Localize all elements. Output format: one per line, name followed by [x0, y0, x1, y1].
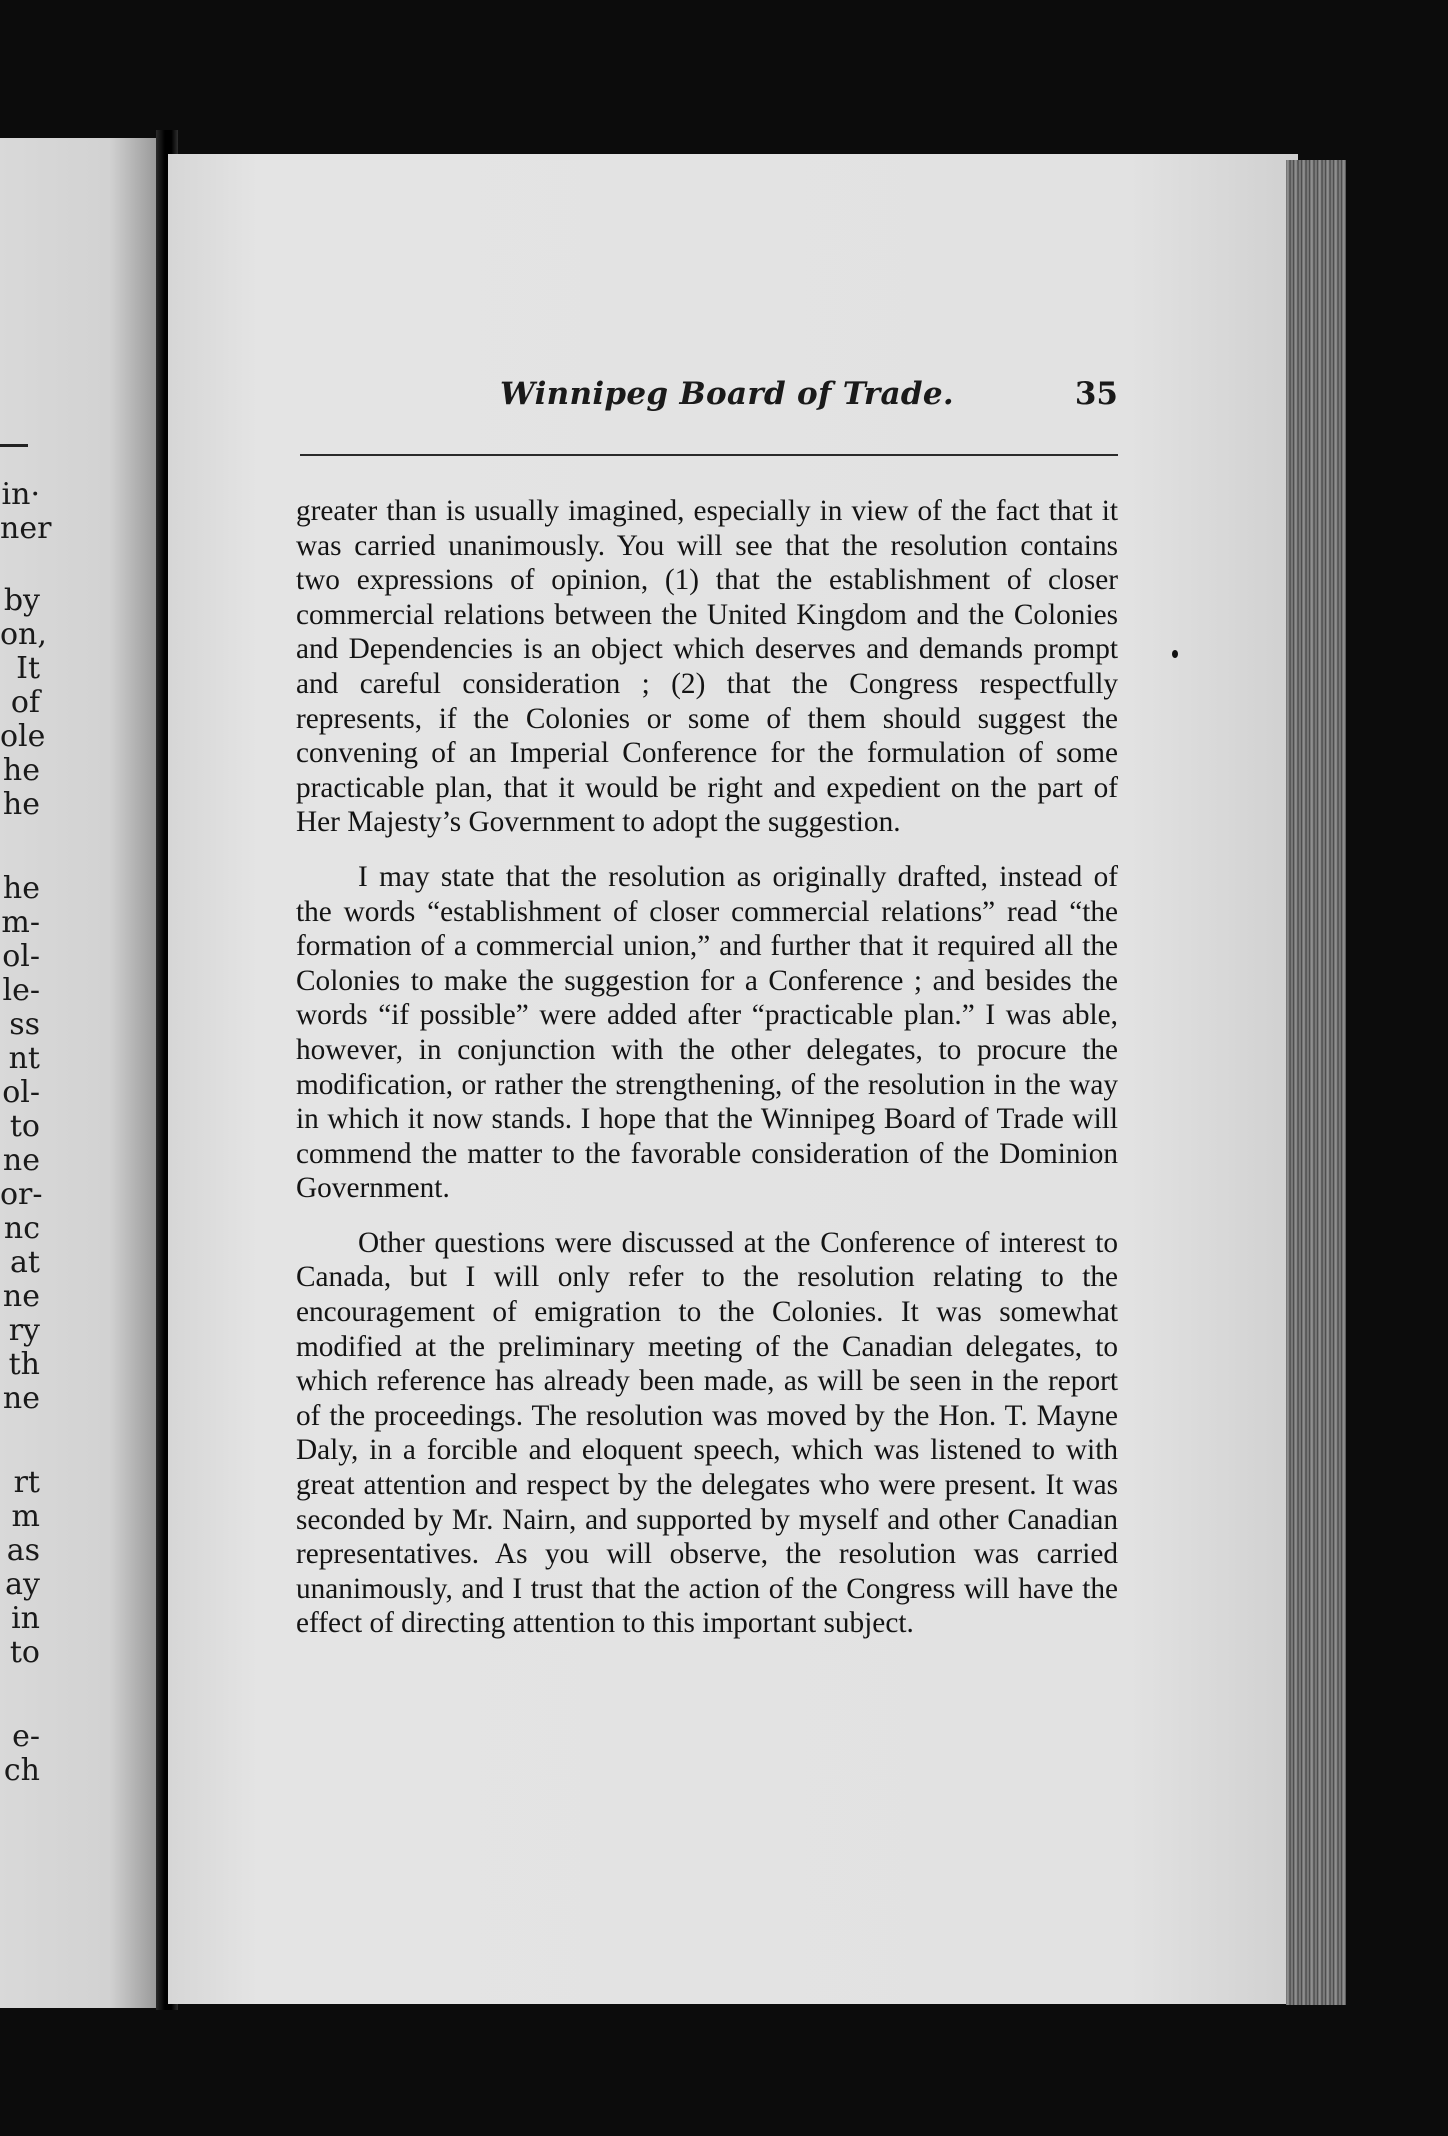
running-title: Winnipeg Board of Trade. [500, 376, 954, 412]
facing-page-fragment: It [16, 651, 40, 686]
page-number: 35 [1074, 376, 1118, 412]
facing-page-fragment: of [10, 685, 40, 720]
facing-page-fragment: in· [1, 477, 40, 512]
page-header [300, 372, 1118, 424]
facing-page-fragment: ner [0, 511, 52, 546]
facing-page-rule [0, 444, 28, 447]
facing-page-fragment: le- [2, 973, 40, 1008]
facing-page-fragment: m [11, 1499, 40, 1534]
body-text [296, 494, 1118, 1661]
facing-page-fragment: as [6, 1533, 40, 1568]
facing-page-fragment: on, [0, 617, 47, 652]
facing-page-fragment: ol- [2, 1075, 40, 1110]
facing-page-fragment: ay [5, 1567, 40, 1602]
page-edges [1286, 160, 1346, 2005]
facing-page-fragment: nt [8, 1041, 40, 1076]
facing-page-fragment: to [9, 1635, 40, 1670]
facing-page-fragment: ne [2, 1279, 40, 1314]
facing-page-fragment: rt [13, 1465, 40, 1500]
facing-page-fragment: or- [0, 1177, 43, 1212]
facing-page-fragment: ol- [2, 939, 40, 974]
facing-page-fragment: nc [3, 1211, 40, 1246]
facing-page-fragment: ss [9, 1007, 40, 1042]
facing-page-fragment: th [8, 1347, 40, 1382]
facing-page-fragment: to [9, 1109, 40, 1144]
facing-page-fragment: ry [8, 1313, 40, 1348]
paragraph-1: greater than is usually imagined, especially in view of the fact that it was carried unanimously. You will see that the resolution contains two expressions of opinion, (1) that the establishment of closer commercial relations between the United Kingdom and the Colonies and Dependencies is an object which deserves and demands prompt and careful consideration ; (2) that the Congress respectfully represents, if the Colonies or some of them should suggest the convening of an Imperial Conference for the formulation of some practicable plan, that it would be right and expedient on the part of Her Majesty’s Government to adopt the suggestion. [296, 495, 1118, 839]
facing-page-fragment: ne [2, 1143, 40, 1178]
facing-page-fragment: ch [3, 1753, 40, 1788]
facing-page-fragment: ole [0, 719, 46, 754]
facing-page-fragment: in [11, 1601, 40, 1636]
facing-page-fragment: by [3, 583, 40, 618]
facing-page-fragment: he [2, 787, 40, 822]
facing-page-fragment: he [2, 871, 40, 906]
facing-page-fragment: at [10, 1245, 40, 1280]
paragraph-2: I may state that the resolution as originally drafted, instead of the words “establishment of closer commercial relations” read “the formation of a commercial union,” and further that it required all the Colonies to make the suggestion for a Conference ; and besides the words “if possible” were added after “practicable plan.” I was able, however, in conjunction with the other delegates, to procure the modification, or rather the strengthening, of the resolution in the way in which it now stands. I hope that the Winnipeg Board of Trade will commend the matter to the favorable consideration of the Dominion Government. [296, 860, 1118, 1205]
ink-speck [1172, 650, 1178, 658]
facing-page-fragment: m- [1, 905, 40, 940]
header-rule [300, 454, 1118, 456]
facing-page-fragment: ne [2, 1381, 40, 1416]
paragraph-3: Other questions were discussed at the Conference of interest to Canada, but I will only refer to the resolution relating to the encouragement of emigration to the Colonies. It was somewhat modified at the preliminary meeting of the Canadian delegates, to which reference has already been made, as will be seen in the report of the proceedings. The resolution was moved by the Hon. T. Mayne Daly, in a forcible and eloquent speech, which was listened to with great attention and respect by the delegates who were present. It was seconded by Mr. Nairn, and supported by myself and other Canadian representatives. As you will observe, the resolution was carried unanimously, and I trust that the action of the Congress will have the effect of directing attention to this important subject. [296, 1226, 1118, 1640]
facing-page-fragment: he [2, 753, 40, 788]
facing-page-fragment: e- [12, 1719, 40, 1754]
